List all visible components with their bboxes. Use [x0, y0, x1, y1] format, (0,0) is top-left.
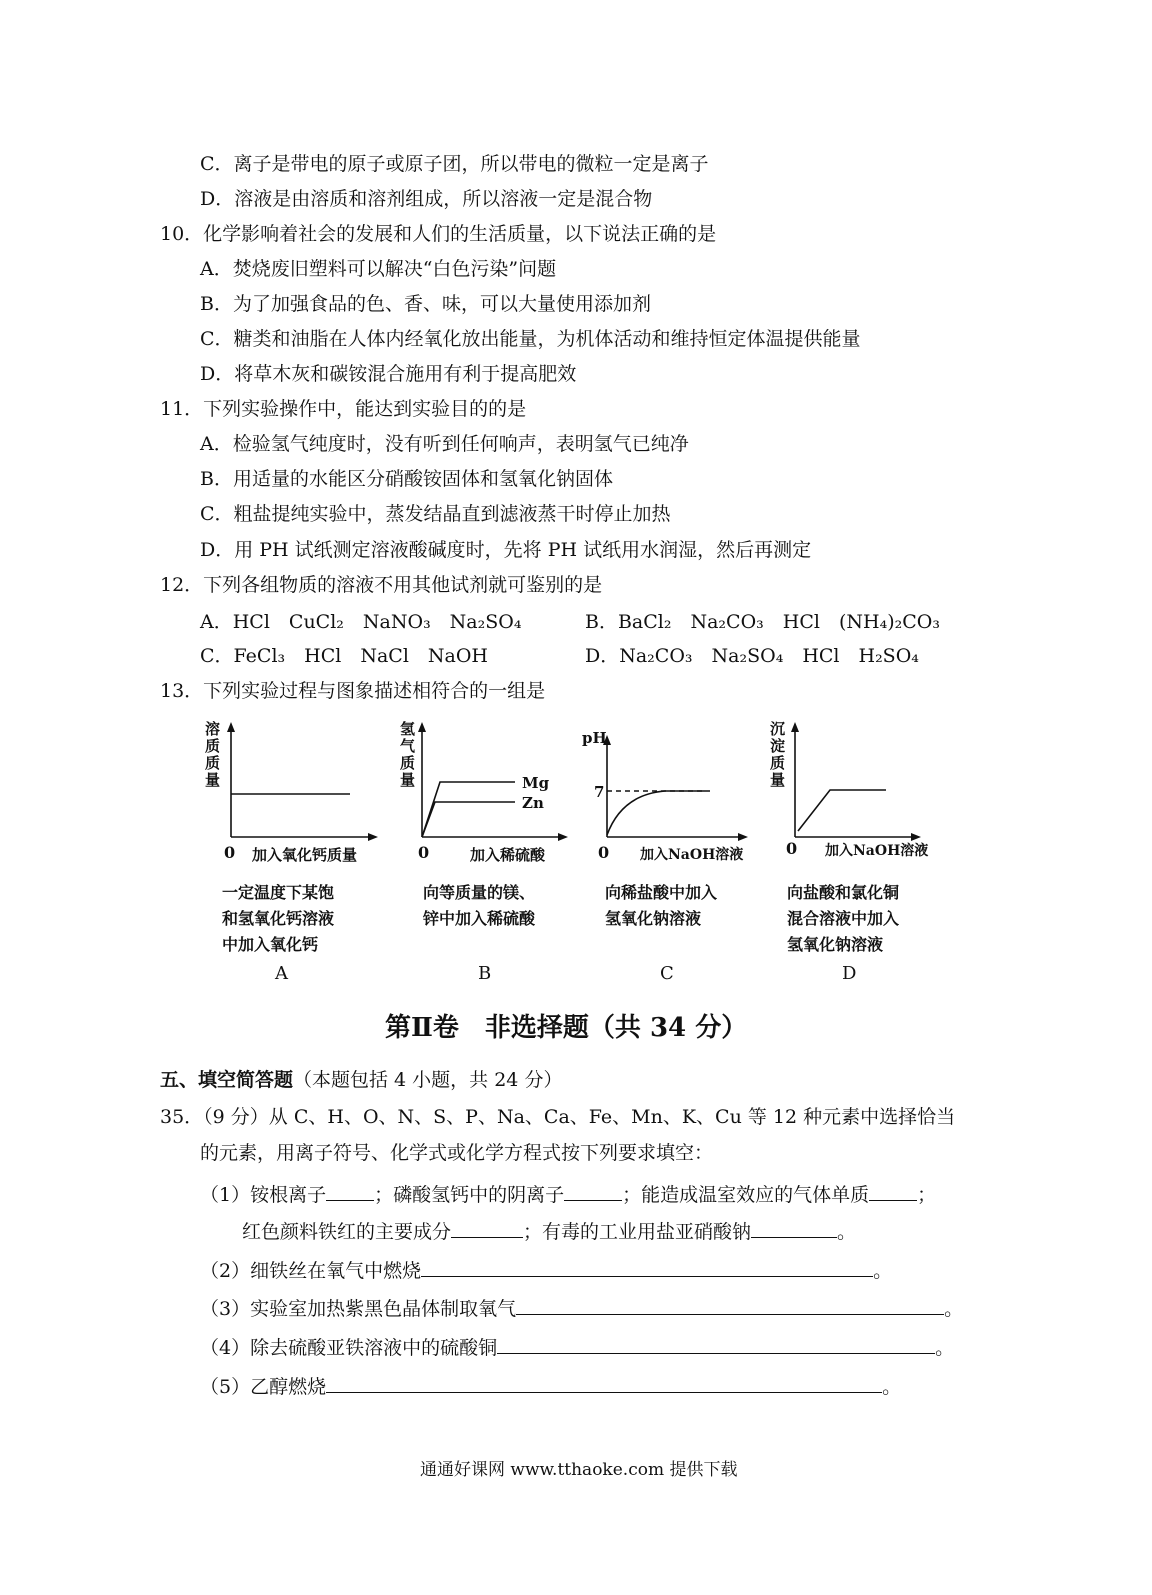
q35-part2 — [200, 1258, 892, 1283]
q35-p4-end: 。 — [935, 1337, 955, 1359]
graph-d-caption-3: 氢氧化钠溶液 — [787, 935, 884, 954]
graph-d-ylabel: 沉淀质量 — [770, 720, 786, 789]
q11-option-c: C．粗盐提纯实验中，蒸发结晶直到滤液蒸干时停止加热 — [200, 503, 671, 525]
blank-iron-red[interactable] — [451, 1219, 523, 1238]
graph-c-letter: C — [660, 963, 674, 984]
q35-p1-gas-label: ；能造成温室效应的气体单质 — [622, 1184, 870, 1206]
q10-option-c: C．糖类和油脂在人体内经氧化放出能量，为机体活动和维持恒定体温提供能量 — [200, 328, 861, 350]
graph-b-origin: 0 — [418, 843, 430, 862]
q35-part1-line2 — [242, 1219, 856, 1244]
graph-a-xlabel: 加入氧化钙质量 — [252, 846, 358, 864]
part2-title: 第Ⅱ卷 非选择题（共 34 分） — [385, 1013, 748, 1043]
blank-iron-combustion[interactable] — [421, 1258, 873, 1277]
blank-sodium-nitrite[interactable] — [751, 1219, 837, 1238]
q35-part5 — [200, 1374, 901, 1399]
q12-option-d: D．Na₂CO₃ Na₂SO₄ HCl H₂SO₄ — [585, 645, 919, 667]
graph-a-origin: 0 — [224, 843, 236, 862]
section5-note: （本题包括 4 小题，共 24 分） — [293, 1069, 563, 1091]
q12-option-a: A．HCl CuCl₂ NaNO₃ Na₂SO₄ — [200, 611, 522, 633]
q11-option-a: A．检验氢气纯度时，没有听到任何响声，表明氢气已纯净 — [200, 433, 689, 455]
q12-stem: 12．下列各组物质的溶液不用其他试剂就可鉴别的是 — [160, 574, 603, 596]
q35-p1-end: 。 — [837, 1221, 857, 1243]
graph-d-origin: 0 — [786, 839, 798, 858]
section5-heading — [160, 1068, 562, 1092]
q35-p2-end: 。 — [873, 1260, 893, 1282]
q35-p4-label: （4）除去硫酸亚铁溶液中的硫酸铜 — [200, 1337, 498, 1359]
graph-a-letter: A — [275, 963, 288, 984]
graph-a-ylabel: 溶质质量 — [205, 720, 221, 789]
blank-remove-copper-sulfate[interactable] — [497, 1335, 935, 1354]
graph-b-xlabel: 加入稀硫酸 — [470, 846, 546, 864]
graph-c-origin: 0 — [598, 843, 610, 862]
graph-d-xlabel: 加入NaOH溶液 — [825, 843, 929, 859]
graph-c-caption-1: 向稀盐酸中加入 — [605, 883, 718, 902]
graph-b-letter: B — [478, 963, 492, 984]
footer-source: 通通好课网 www.tthaoke.com 提供下载 — [420, 1460, 738, 1480]
q12-option-c: C．FeCl₃ HCl NaCl NaOH — [200, 645, 489, 667]
graph-b-series-zn: Zn — [522, 794, 544, 812]
graph-b-ylabel: 氢气质量 — [400, 720, 416, 789]
blank-greenhouse-gas[interactable] — [869, 1182, 917, 1201]
section5-title: 五、填空简答题 — [160, 1069, 294, 1091]
q35-part1-line1 — [200, 1182, 936, 1207]
q35-p1-sep: ； — [917, 1184, 937, 1206]
blank-ammonium-ion[interactable] — [326, 1182, 374, 1201]
q13-stem: 13．下列实验过程与图象描述相符合的一组是 — [160, 680, 546, 702]
q35-p5-end: 。 — [882, 1376, 902, 1398]
graph-c-xlabel: 加入NaOH溶液 — [640, 847, 744, 863]
q10-option-a: A．焚烧废旧塑料可以解决“白色污染”问题 — [200, 258, 557, 280]
q35-p1-nitrite-label: ；有毒的工业用盐亚硝酸钠 — [523, 1221, 752, 1243]
blank-ethanol-combustion[interactable] — [326, 1374, 882, 1393]
graph-c-caption-2: 氢氧化钠溶液 — [605, 909, 702, 928]
q35-stem-line1: 35．（9 分）从 C、H、O、N、S、P、Na、Ca、Fe、Mn、K、Cu 等 12 种元素中选择恰当 — [160, 1106, 956, 1128]
q11-option-d: D．用 PH 试纸测定溶液酸碱度时，先将 PH 试纸用水润湿，然后再测定 — [200, 539, 812, 561]
graph-a-caption-1: 一定温度下某饱 — [222, 883, 335, 902]
graph-b-caption-1: 向等质量的镁、 — [423, 883, 536, 902]
graph-d-caption-2: 混合溶液中加入 — [787, 909, 900, 928]
blank-oxygen-preparation[interactable] — [516, 1296, 944, 1315]
q35-p3-end: 。 — [944, 1298, 964, 1320]
q35-p2-label: （2）细铁丝在氧气中燃烧 — [200, 1260, 422, 1282]
q35-part4 — [200, 1335, 954, 1360]
graph-a-caption-3: 中加入氧化钙 — [222, 935, 319, 954]
q9-option-d: D．溶液是由溶质和溶剂组成，所以溶液一定是混合物 — [200, 188, 653, 210]
q10-option-b: B．为了加强食品的色、香、味，可以大量使用添加剂 — [200, 293, 651, 315]
q10-option-d: D．将草木灰和碳铵混合施用有利于提高肥效 — [200, 363, 577, 385]
q35-p1-ironred-label: 红色颜料铁红的主要成分 — [242, 1221, 452, 1243]
graph-d-letter: D — [842, 963, 857, 984]
q35-p3-label: （3）实验室加热紫黑色晶体制取氧气 — [200, 1298, 517, 1320]
q35-part3 — [200, 1296, 963, 1321]
q10-stem: 10．化学影响着社会的发展和人们的生活质量，以下说法正确的是 — [160, 223, 717, 245]
graph-b-caption-2: 锌中加入稀硫酸 — [423, 909, 536, 928]
q35-p1-anion-label: ；磷酸氢钙中的阴离子 — [374, 1184, 565, 1206]
graph-c-ytick: 7 — [594, 783, 605, 801]
blank-hydrogen-phosphate-anion[interactable] — [564, 1182, 622, 1201]
graph-d-caption-1: 向盐酸和氯化铜 — [787, 883, 900, 902]
q35-stem-line2: 的元素，用离子符号、化学式或化学方程式按下列要求填空： — [200, 1142, 714, 1164]
graph-c-ylabel: pH — [582, 729, 607, 747]
q11-option-b: B．用适量的水能区分硝酸铵固体和氢氧化钠固体 — [200, 468, 613, 490]
q9-option-c: C．离子是带电的原子或原子团，所以带电的微粒一定是离子 — [200, 153, 709, 175]
q35-p5-label: （5）乙醇燃烧 — [200, 1376, 327, 1398]
graph-b-series-mg: Mg — [522, 774, 550, 792]
graph-a-caption-2: 和氢氧化钙溶液 — [222, 909, 335, 928]
q12-option-b: B．BaCl₂ Na₂CO₃ HCl (NH₄)₂CO₃ — [585, 611, 940, 633]
q35-p1-ammonium-label: （1）铵根离子 — [200, 1184, 327, 1206]
q11-stem: 11．下列实验操作中，能达到实验目的的是 — [160, 398, 527, 420]
